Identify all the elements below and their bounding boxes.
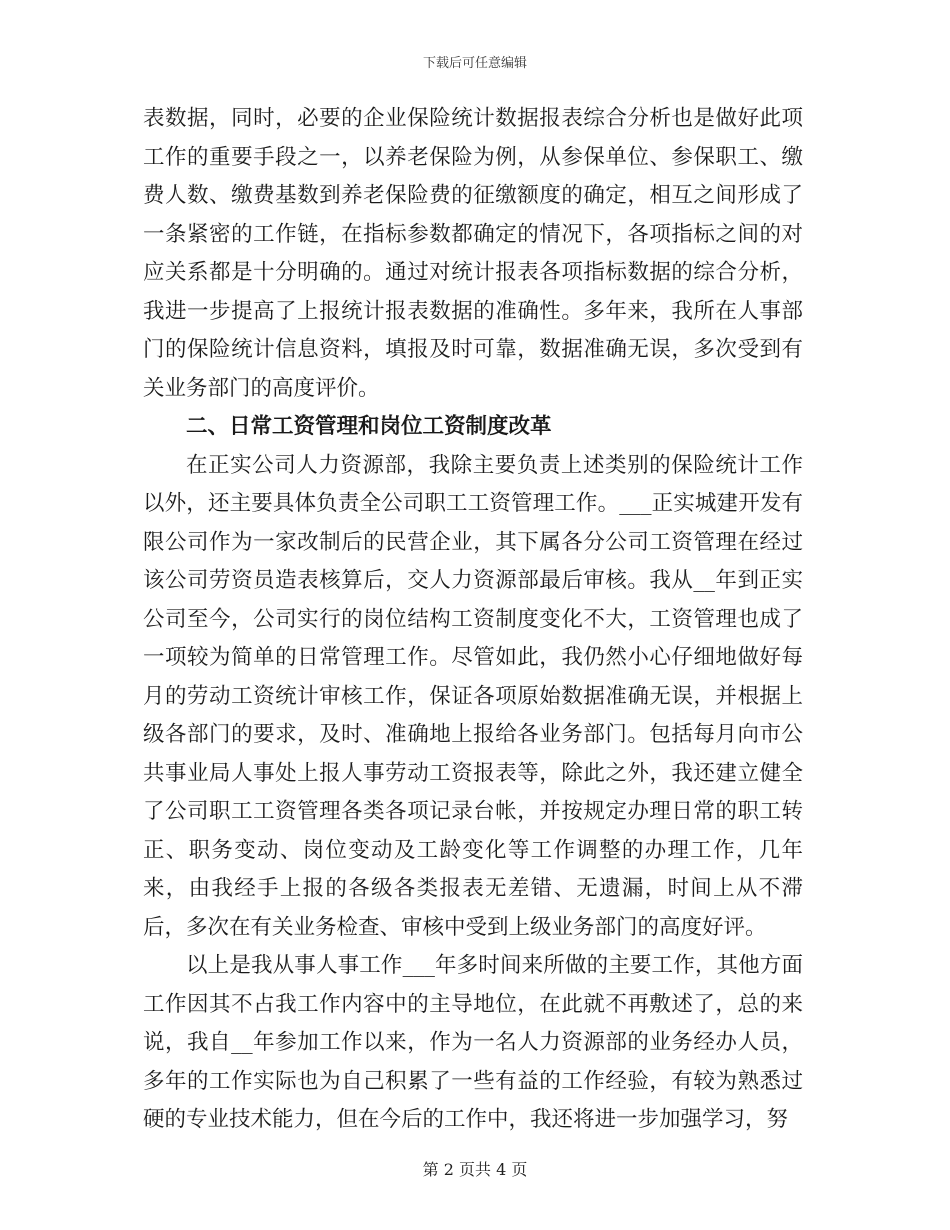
document-body xyxy=(143,100,803,1140)
page-footer: 第 2 页共 4 页 xyxy=(422,1160,528,1179)
paragraph-continuation: 表数据，同时，必要的企业保险统计数据报表综合分析也是做好此项工作的重要手段之一，以养老保险为例，从参保单位、参保职工、缴费人数、缴费基数到养老保险费的征缴额度的确定，相互之间形成了一条紧密的工作链，在指标参数都确定的情况下，各项指标之间的对应关系都是十分明确的。通过对统计报表各项指标数据的综合分析，我进一步提高了上报统计报表数据的准确性。多年来，我所在人事部门的保险统计信息资料，填报及时可靠，数据准确无误，多次受到有关业务部门的高度评价。 xyxy=(143,106,803,401)
paragraph-summary: 以上是我从事人事工作___年多时间来所做的主要工作，其他方面工作因其不占我工作内容中的主导地位，在此就不再敷述了，总的来说，我自__年参加工作以来，作为一名人力资源部的业务经办人员，多年的工作实际也为自己积累了一些有益的工作经验，有较为熟悉过硬的专业技术能力，但在今后的工作中，我还将进一步加强学习，努 xyxy=(143,953,803,1132)
section-heading: 二、日常工资管理和岗位工资制度改革 xyxy=(186,414,552,439)
paragraph-wage-management: 在正实公司人力资源部，我除主要负责上述类别的保险统计工作以外，还主要具体负责全公司职工工资管理工作。___正实城建开发有限公司作为一家改制后的民营企业，其下属各分公司工资管理在经过该公司劳资员造表核算后，交人力资源部最后审核。我从__年到正实公司至今，公司实行的岗位结构工资制度变化不大，工资管理也成了一项较为简单的日常管理工作。尽管如此，我仍然小心仔细地做好每月的劳动工资统计审核工作，保证各项原始数据准确无误，并根据上级各部门的要求，及时、准确地上报给各业务部门。包括每月向市公共事业局人事处上报人事劳动工资报表等，除此之外，我还建立健全了公司职工工资管理各类各项记录台帐，并按规定办理日常的职工转正、职务变动、岗位变动及工龄变化等工作调整的办理工作，几年来，由我经手上报的各级各类报表无差错、无遗漏，时间上从不滞后，多次在有关业务检查、审核中受到上级业务部门的高度好评。 xyxy=(143,452,803,940)
page-header: 下载后可任意编辑 xyxy=(422,56,527,71)
